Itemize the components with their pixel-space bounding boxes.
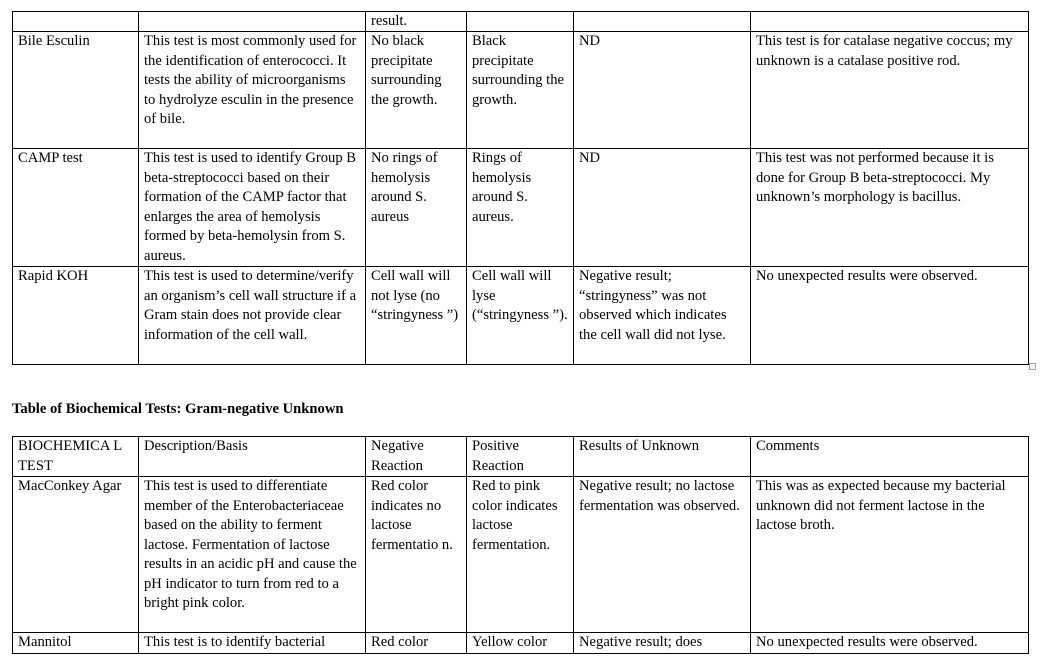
table-cell: Negative result; no lactose fermentation was observed. <box>574 477 751 633</box>
table-cell: No rings of hemolysis around S. aureus <box>366 149 467 267</box>
table-cell <box>13 12 139 32</box>
table-cell: This test is used to differentiate member of the Enterobacteriaceae based on the ability to ferment lactose. Fermentation of lactose results in an acidic pH and cause the pH indicator to turn from red to a bright pink color. <box>139 477 366 633</box>
table-cell: MacConkey Agar <box>13 477 139 633</box>
table-cell: Red color indicates no lactose fermentatio n. <box>366 477 467 633</box>
table-cell: This test is most commonly used for the identification of enterococci. It tests the ability of microorganisms to hydrolyze esculin in the presence of bile. <box>139 32 366 149</box>
table-cell: Bile Esculin <box>13 32 139 149</box>
table-cell: ND <box>574 32 751 149</box>
table-cell: Rapid KOH <box>13 267 139 365</box>
column-header: BIOCHEMICA L TEST <box>13 437 139 477</box>
table-cell: result. <box>366 12 467 32</box>
table-cell: This test is used to identify Group B beta-streptococci based on their formation of the CAMP factor that enlarges the area of hemolysis formed by beta-hemolysin from S. aureus. <box>139 149 366 267</box>
table-cell: CAMP test <box>13 149 139 267</box>
table-resize-handle[interactable] <box>1029 363 1036 370</box>
table-cell: Cell wall will lyse (“stringyness ”). <box>467 267 574 365</box>
table-header-row <box>13 437 1029 477</box>
table-cell: This test was not performed because it is done for Group B beta-streptococci. My unknown’s morphology is bacillus. <box>751 149 1029 267</box>
table-cell: Rings of hemolysis around S. aureus. <box>467 149 574 267</box>
table-cell: This test is to identify bacterial <box>139 633 366 654</box>
table-cell: Negative result; “stringyness” was not observed which indicates the cell wall did not lyse. <box>574 267 751 365</box>
table-cell: This test is used to determine/verify an organism’s cell wall structure if a Gram stain does not provide clear information of the cell wall. <box>139 267 366 365</box>
table-cell: No unexpected results were observed. <box>751 633 1029 654</box>
table-cell: ND <box>574 149 751 267</box>
table-cell: No unexpected results were observed. <box>751 267 1029 365</box>
gram-negative-tests-table <box>12 436 1029 654</box>
table-cell: Negative result; does <box>574 633 751 654</box>
column-header: Results of Unknown <box>574 437 751 477</box>
table-cell: No black precipitate surrounding the growth. <box>366 32 467 149</box>
column-header: Negative Reaction <box>366 437 467 477</box>
gram-positive-tests-table <box>12 11 1029 365</box>
table-cell: Yellow color <box>467 633 574 654</box>
table-cell <box>467 12 574 32</box>
table-row <box>13 267 1029 365</box>
table-row <box>13 32 1029 149</box>
table-row <box>13 477 1029 633</box>
column-header: Description/Basis <box>139 437 366 477</box>
column-header: Positive Reaction <box>467 437 574 477</box>
table-cell <box>574 12 751 32</box>
column-header: Comments <box>751 437 1029 477</box>
table-cell: Black precipitate surrounding the growth. <box>467 32 574 149</box>
table-caption: Table of Biochemical Tests: Gram-negative Unknown <box>12 401 344 417</box>
table-cell <box>139 12 366 32</box>
table-cell: Mannitol <box>13 633 139 654</box>
table-cell: This test is for catalase negative coccus; my unknown is a catalase positive rod. <box>751 32 1029 149</box>
table-cell <box>751 12 1029 32</box>
table-cell: Cell wall will not lyse (no “stringyness ”) <box>366 267 467 365</box>
table-cell: Red to pink color indicates lactose fermentation. <box>467 477 574 633</box>
table-cell: This was as expected because my bacterial unknown did not ferment lactose in the lactose broth. <box>751 477 1029 633</box>
table-cell: Red color <box>366 633 467 654</box>
table-row <box>13 12 1029 32</box>
table-row <box>13 149 1029 267</box>
table-row <box>13 633 1029 654</box>
